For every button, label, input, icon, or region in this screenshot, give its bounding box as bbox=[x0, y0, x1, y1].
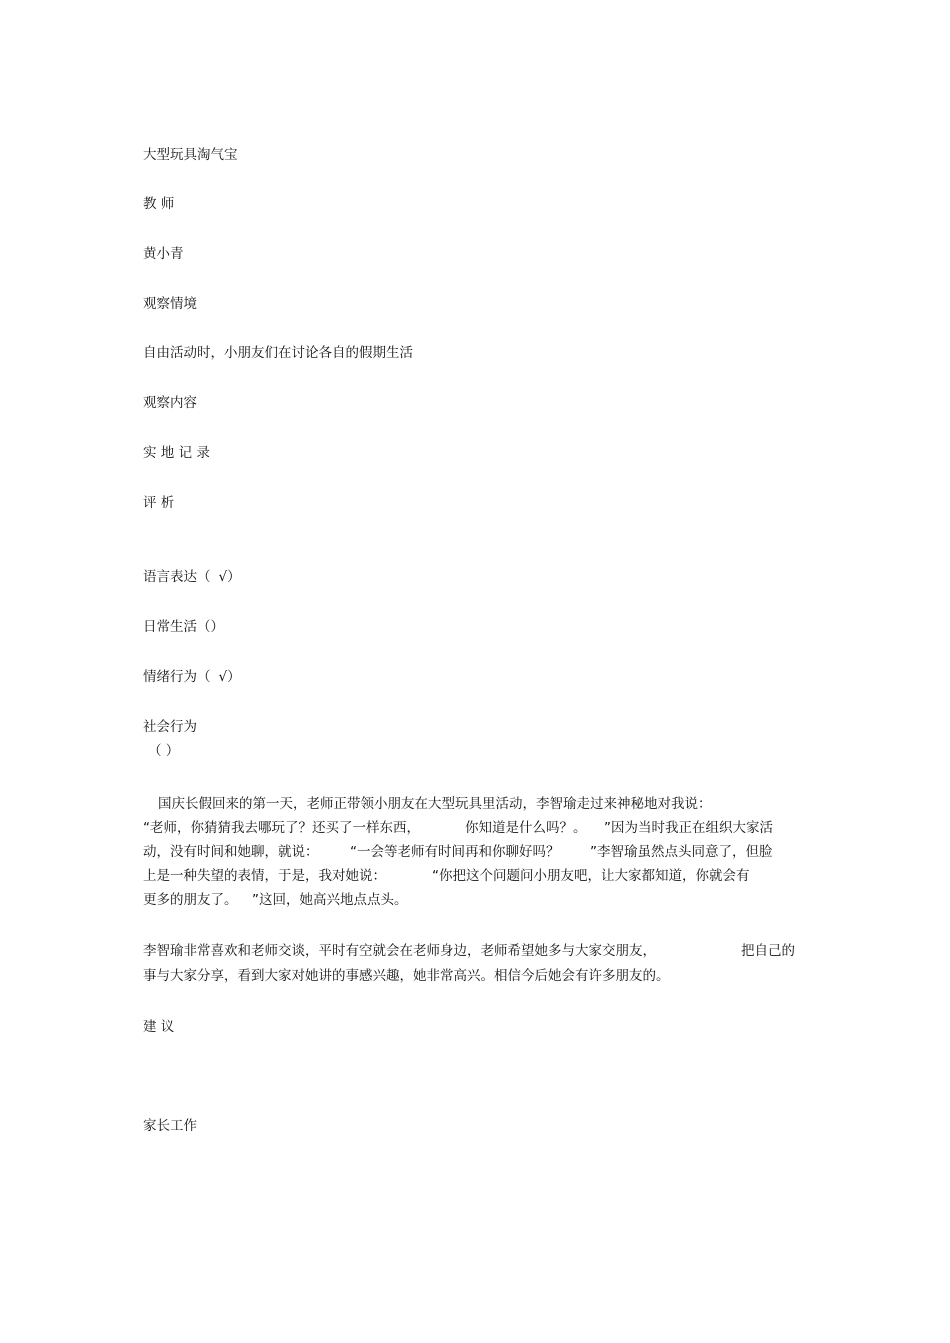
record-line: “一会等老师有时间再和你聊好吗？ bbox=[350, 844, 560, 860]
record-line: 上是一种失望的表情，于是，我对她说： bbox=[143, 868, 386, 884]
category-social: 社会行为 bbox=[143, 719, 197, 735]
analysis-line: 李智瑜非常喜欢和老师交谈，平时有空就会在老师身边，老师希望她多与大家交朋友， bbox=[143, 943, 656, 959]
record-line: 国庆长假回来的第一天，老师正带领小朋友在大型玩具里活动，李智瑜走过来神秘地对我说： bbox=[158, 796, 712, 812]
check-mark: √） bbox=[218, 569, 241, 585]
suggestion-label: 建 议 bbox=[143, 1019, 175, 1035]
situation-label: 观察情境 bbox=[143, 296, 197, 312]
category-social-mark: （ ） bbox=[148, 743, 180, 759]
analysis-line: 事与大家分享，看到大家对她讲的事感兴趣，她非常高兴。相信今后她会有许多朋友的。 bbox=[143, 968, 670, 984]
category-label: 情绪行为（ bbox=[143, 669, 211, 685]
category-label: 日常生活（） bbox=[143, 619, 224, 635]
analysis-label: 评 析 bbox=[143, 495, 175, 511]
category-language bbox=[143, 568, 241, 586]
doc-title: 大型玩具淘气宝 bbox=[143, 147, 238, 163]
record-label: 实 地 记 录 bbox=[143, 445, 210, 461]
record-line: 动，没有时间和她聊，就说： bbox=[143, 844, 319, 860]
category-label: 语言表达（ bbox=[143, 569, 211, 585]
teacher-name: 黄小青 bbox=[143, 246, 184, 262]
category-daily-life bbox=[143, 618, 224, 636]
record-line: 更多的朋友了。 bbox=[143, 892, 238, 908]
record-line: 你知道是什么吗？。 bbox=[465, 820, 587, 836]
check-mark: √） bbox=[218, 669, 241, 685]
record-line: ”这回，她高兴地点点头。 bbox=[252, 892, 408, 908]
category-emotion bbox=[143, 668, 241, 686]
situation-text: 自由活动时，小朋友们在讨论各自的假期生活 bbox=[143, 345, 413, 361]
analysis-line: 把自己的 bbox=[741, 943, 795, 959]
record-line: “老师，你猜猜我去哪玩了？还买了一样东西， bbox=[143, 820, 420, 836]
record-line: ”李智瑜虽然点头同意了，但脸 bbox=[590, 844, 773, 860]
content-label: 观察内容 bbox=[143, 395, 197, 411]
teacher-label: 教 师 bbox=[143, 196, 175, 212]
parent-work-label: 家长工作 bbox=[143, 1118, 197, 1134]
record-line: ”因为当时我正在组织大家活 bbox=[604, 820, 773, 836]
record-line: “你把这个问题问小朋友吧，让大家都知道，你就会有 bbox=[432, 868, 750, 884]
